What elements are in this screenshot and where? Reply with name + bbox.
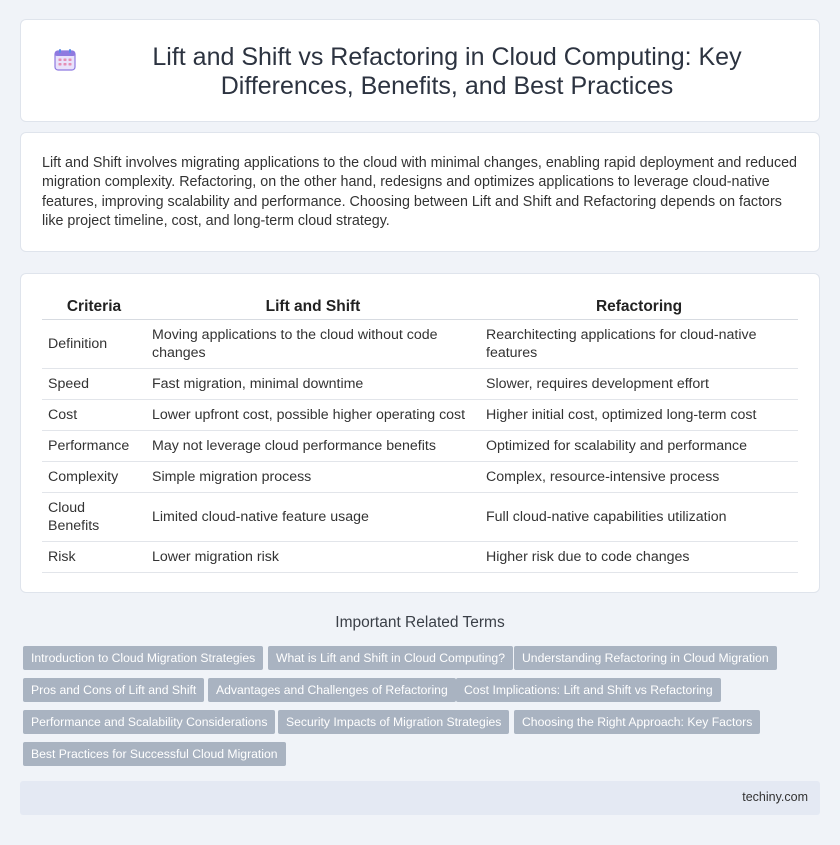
table-row	[42, 399, 798, 430]
criteria-cell: Performance	[42, 430, 146, 461]
page-title: Lift and Shift vs Refactoring in Cloud Computing: Key Differences, Benefits, and Best Practices	[152, 43, 742, 100]
intro-paragraph: Lift and Shift involves migrating applications to the cloud with minimal changes, enabling rapid deployment and reduced migration complexity. Refactoring, on the other hand, redesigns and optimizes applications to leverage cloud-native features, improving scalability and performance. Choosing between Lift and Shift and Refactoring depends on factors like project timeline, cost, and long-term cloud strategy.	[42, 155, 798, 229]
column-header-criteria: Criteria	[42, 295, 146, 319]
table-row	[42, 492, 798, 541]
lift-and-shift-cell: Lower migration risk	[146, 541, 480, 572]
related-term-tag[interactable]: Choosing the Right Approach: Key Factors	[514, 710, 760, 734]
lift-and-shift-cell: Simple migration process	[146, 461, 480, 492]
table-row	[42, 319, 798, 368]
refactoring-cell: Rearchitecting applications for cloud-native features	[480, 319, 798, 368]
refactoring-cell: Full cloud-native capabilities utilization	[480, 492, 798, 541]
related-term-tag[interactable]: Best Practices for Successful Cloud Migration	[23, 742, 286, 766]
column-header-lift-and-shift: Lift and Shift	[146, 295, 480, 319]
table-row	[42, 541, 798, 572]
refactoring-cell: Higher risk due to code changes	[480, 541, 798, 572]
related-term-tag[interactable]: Security Impacts of Migration Strategies	[278, 710, 509, 734]
lift-and-shift-cell: Limited cloud-native feature usage	[146, 492, 480, 541]
lift-and-shift-cell: Lower upfront cost, possible higher operating cost	[146, 399, 480, 430]
criteria-cell: Definition	[42, 319, 146, 368]
criteria-cell: Risk	[42, 541, 146, 572]
comparison-table	[42, 295, 798, 573]
related-term-tag[interactable]: Understanding Refactoring in Cloud Migration	[514, 646, 777, 670]
related-term-tag[interactable]: Cost Implications: Lift and Shift vs Refactoring	[456, 678, 721, 702]
related-term-tag[interactable]: Advantages and Challenges of Refactoring	[208, 678, 456, 702]
criteria-cell: Cloud Benefits	[42, 492, 146, 541]
criteria-cell: Speed	[42, 368, 146, 399]
criteria-cell: Cost	[42, 399, 146, 430]
related-term-tag[interactable]: Introduction to Cloud Migration Strategies	[23, 646, 263, 670]
refactoring-cell: Optimized for scalability and performance	[480, 430, 798, 461]
criteria-cell: Complexity	[42, 461, 146, 492]
header-card	[20, 19, 820, 122]
table-row	[42, 430, 798, 461]
refactoring-cell: Slower, requires development effort	[480, 368, 798, 399]
table-header-row	[42, 295, 798, 319]
related-term-tag[interactable]: Performance and Scalability Considerations	[23, 710, 275, 734]
footer-bar	[20, 781, 820, 815]
related-terms-heading: Important Related Terms	[335, 614, 505, 631]
refactoring-cell: Complex, resource-intensive process	[480, 461, 798, 492]
comparison-table-card	[20, 273, 820, 593]
lift-and-shift-cell: May not leverage cloud performance benefits	[146, 430, 480, 461]
refactoring-cell: Higher initial cost, optimized long-term cost	[480, 399, 798, 430]
related-term-tag[interactable]: Pros and Cons of Lift and Shift	[23, 678, 204, 702]
column-header-refactoring: Refactoring	[480, 295, 798, 319]
lift-and-shift-cell: Moving applications to the cloud without code changes	[146, 319, 480, 368]
footer-site-link[interactable]: techiny.com	[742, 790, 808, 804]
lift-and-shift-cell: Fast migration, minimal downtime	[146, 368, 480, 399]
table-row	[42, 461, 798, 492]
related-term-tag[interactable]: What is Lift and Shift in Cloud Computing?	[268, 646, 513, 670]
intro-card	[20, 132, 820, 252]
table-row	[42, 368, 798, 399]
